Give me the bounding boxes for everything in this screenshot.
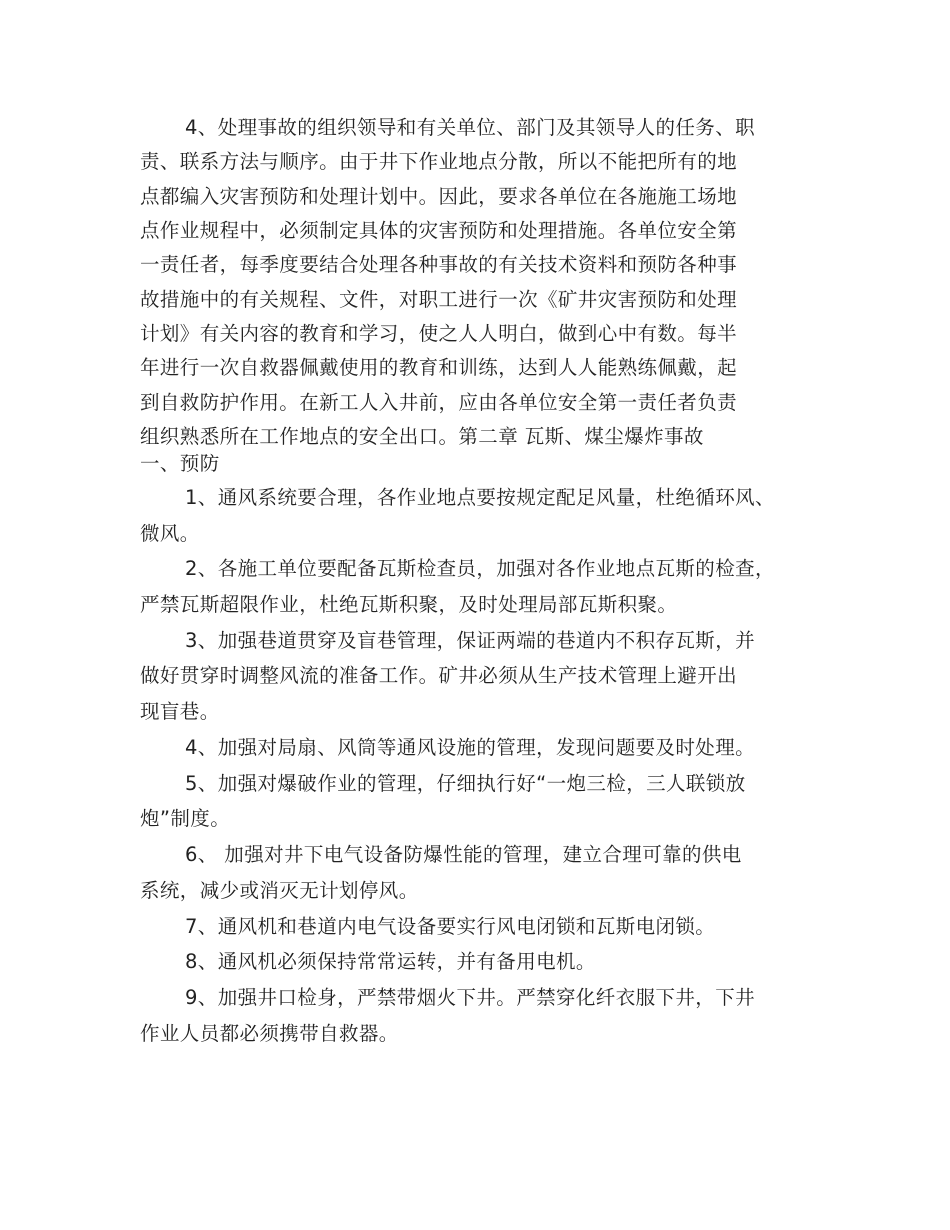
paragraph-line: 作业人员都必须携带自救器。 bbox=[140, 1022, 399, 1045]
paragraph-line: 年进行一次自救器佩戴使用的教育和训练，达到人人能熟练佩戴，起 bbox=[140, 356, 738, 379]
paragraph-line: 计划》有关内容的教育和学习，使之人人明白，做到心中有数。每半 bbox=[140, 322, 738, 345]
paragraph-line: 3、加强巷道贯穿及盲巷管理，保证两端的巷道内不积存瓦斯，并 bbox=[185, 629, 756, 652]
paragraph-line: 8、通风机必须保持常常运转，并有备用电机。 bbox=[185, 950, 596, 973]
paragraph-line: 点作业规程中，必须制定具体的灾害预防和处理措施。各单位安全第 bbox=[140, 219, 738, 242]
paragraph-line: 现盲巷。 bbox=[140, 700, 220, 723]
paragraph-line: 故措施中的有关规程、文件，对职工进行一次《矿井灾害预防和处理 bbox=[140, 288, 738, 311]
paragraph-line: 7、通风机和巷道内电气设备要实行风电闭锁和瓦斯电闭锁。 bbox=[185, 915, 716, 938]
paragraph-line: 系统，减少或消灭无计划停风。 bbox=[140, 879, 419, 902]
paragraph-line: 一、预防 bbox=[140, 452, 220, 475]
paragraph-line: 2、各施工单位要配备瓦斯检查员，加强对各作业地点瓦斯的检查， bbox=[185, 557, 775, 580]
paragraph-line: 炮”制度。 bbox=[140, 807, 231, 830]
paragraph-line: 5、加强对爆破作业的管理，仔细执行好“一炮三检，三人联锁放 bbox=[185, 772, 746, 795]
paragraph-line: 责、联系方法与顺序。由于井下作业地点分散，所以不能把所有的地 bbox=[140, 150, 738, 173]
paragraph-line: 严禁瓦斯超限作业，杜绝瓦斯积聚，及时处理局部瓦斯积聚。 bbox=[140, 593, 678, 616]
paragraph-line: 6、 加强对井下电气设备防爆性能的管理，建立合理可靠的供电 bbox=[185, 843, 742, 866]
paragraph-line: 到自救防护作用。在新工人入井前，应由各单位安全第一责任者负责 bbox=[140, 391, 738, 414]
paragraph-line: 1、通风系统要合理，各作业地点要按规定配足风量，杜绝循环风、 bbox=[185, 486, 775, 509]
paragraph-line: 4、加强对局扇、风筒等通风设施的管理，发现问题要及时处理。 bbox=[185, 736, 756, 759]
paragraph-line: 4、处理事故的组织领导和有关单位、部门及其领导人的任务、职 bbox=[185, 116, 756, 139]
paragraph-line: 一责任者，每季度要结合处理各种事故的有关技术资料和预防各种事 bbox=[140, 253, 738, 276]
paragraph-line: 组织熟悉所在工作地点的安全出口。第二章 瓦斯、煤尘爆炸事故 bbox=[140, 425, 704, 448]
paragraph-line: 点都编入灾害预防和处理计划中。因此，要求各单位在各施施工场地 bbox=[140, 185, 738, 208]
paragraph-line: 9、加强井口检身，严禁带烟火下井。严禁穿化纤衣服下井，下井 bbox=[185, 986, 756, 1009]
paragraph-line: 微风。 bbox=[140, 522, 200, 545]
paragraph-line: 做好贯穿时调整风流的准备工作。矿井必须从生产技术管理上避开出 bbox=[140, 664, 738, 687]
